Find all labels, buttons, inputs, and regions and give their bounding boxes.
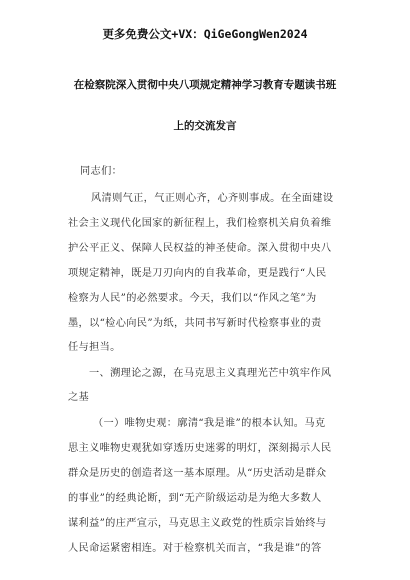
body-line: 墨，以“检心向民”为纸，共同书写新时代检察事业的责	[68, 318, 322, 329]
section-heading: 一、溯理论之源，在马克思主义真理光芒中筑牢作风	[89, 368, 332, 379]
body-line: 思主义唯物史观犹如穿透历史迷雾的明灯，深刻揭示人民	[68, 443, 332, 454]
subsection-line: （一）唯物史观：廓清“我是谁”的根本认知。马克	[93, 418, 326, 429]
section-heading-continued: 之基	[68, 392, 90, 403]
body-line: 护公平正义、保障人民权益的神圣使命。深入贯彻中央八	[68, 243, 332, 254]
document-header: 更多免费公文+VX：QiGeGongWen2024	[102, 27, 308, 41]
body-line: 风清则气正，气正则心齐，心齐则事成。在全面建设	[91, 193, 334, 204]
body-line: 任与担当。	[68, 342, 121, 353]
body-line: 检察为人民”的必然要求。今天，我们以“作风之笔”为	[68, 293, 317, 304]
body-line: 的事业”的经典论断，到“无产阶级运动是为绝大多数人	[68, 493, 322, 504]
body-line: 谋利益”的庄严宣示，马克思主义政党的性质宗旨始终与	[68, 518, 327, 529]
document-title-line-2: 上的交流发言	[173, 120, 237, 132]
body-line: 社会主义现代化国家的新征程上，我们检察机关肩负着维	[68, 218, 332, 229]
salutation: 同志们：	[80, 166, 123, 177]
body-line: 人民命运紧密相连。对于检察机关而言，“我是谁”的答	[68, 543, 322, 554]
body-line: 群众是历史的创造者这一基本原理。从“历史活动是群众	[68, 468, 327, 479]
body-line: 项规定精神，既是刀刃向内的自我革命，更是践行“人民	[68, 268, 327, 279]
document-title-line-1: 在检察院深入贯彻中央八项规定精神学习教育专题读书班	[73, 79, 337, 91]
